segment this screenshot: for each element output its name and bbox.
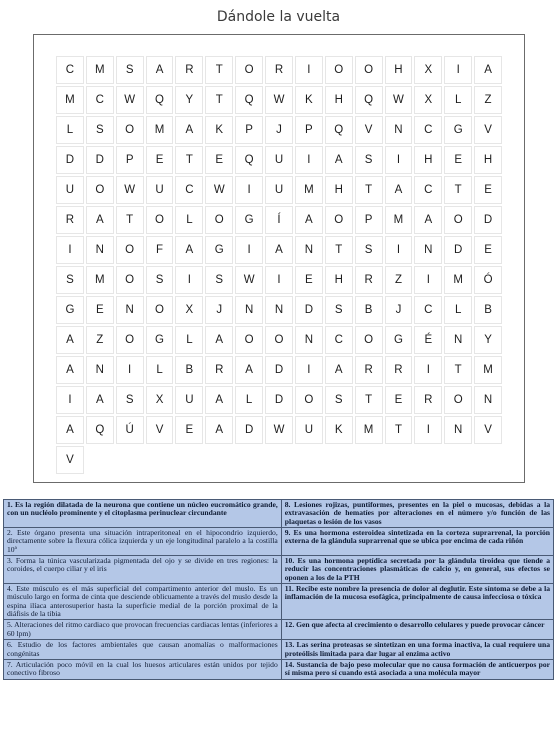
grid-cell[interactable]: R	[205, 356, 233, 384]
grid-cell[interactable]: O	[235, 326, 263, 354]
clue-text: 3. Forma la túnica vascularizada pigmentada del ojo y se divide en tres regiones: la coroides, el cuerpo ciliar y el iris	[4, 556, 282, 584]
grid-cell[interactable]: N	[474, 386, 502, 414]
grid-cell[interactable]: Q	[146, 86, 174, 114]
grid-cell[interactable]: K	[205, 116, 233, 144]
grid-cell[interactable]: I	[56, 386, 84, 414]
grid-cell[interactable]: I	[414, 356, 442, 384]
grid-cell[interactable]: I	[235, 236, 263, 264]
grid-cell[interactable]: E	[146, 146, 174, 174]
clue-text: 8. Lesiones rojizas, puntiformes, presentes en la piel o mucosas, debidas a la extravasación de hematíes por alteraciones en el número y/o función de las plaquetas o lesión de los vasos	[281, 500, 553, 528]
grid-cell[interactable]: N	[295, 236, 323, 264]
grid-cell[interactable]: S	[146, 266, 174, 294]
grid-cell[interactable]: S	[86, 116, 114, 144]
clue-text: 11. Recibe este nombre la presencia de dolor al deglutir. Este síntoma se debe a la inflamación de la mucosa esofágica, principalmente de causa infecciosa o tóxica	[281, 584, 553, 620]
grid-cell[interactable]: E	[444, 146, 472, 174]
grid-cell[interactable]: I	[414, 266, 442, 294]
grid-cell[interactable]: U	[265, 146, 293, 174]
clue-row	[4, 528, 554, 556]
clue-text: 2. Este órgano presenta una situación intraperitoneal en el hipocondrio izquierdo, directamente sobre la flexura cólica izquierda y un eje longitudinal paralelo a la costilla 10ª	[4, 528, 282, 556]
clue-text: 9. Es una hormona esteroidea sintetizada en la corteza suprarrenal, la porción externa de la glándula suprarrenal que se ubica por encima de cada riñón	[281, 528, 553, 556]
grid-cell[interactable]: W	[265, 86, 293, 114]
grid-cell[interactable]: C	[414, 296, 442, 324]
grid-cell[interactable]: N	[86, 236, 114, 264]
grid-cell[interactable]: T	[205, 86, 233, 114]
grid-cell[interactable]: G	[444, 116, 472, 144]
grid-cell[interactable]: W	[205, 176, 233, 204]
grid-cell[interactable]: E	[205, 146, 233, 174]
grid-cell[interactable]: E	[474, 236, 502, 264]
grid-cell[interactable]: V	[474, 116, 502, 144]
clue-text: 1. Es la región dilatada de la neurona que contiene un núcleo eucromático grande, con un nucléolo prominente y el citoplasma perinuclear circundante	[4, 500, 282, 528]
grid-cell[interactable]: V	[474, 416, 502, 444]
grid-cell[interactable]: P	[116, 146, 144, 174]
grid-cell[interactable]: G	[56, 296, 84, 324]
grid-cell[interactable]: M	[474, 356, 502, 384]
grid-cell[interactable]: H	[325, 266, 353, 294]
grid-cell[interactable]: P	[355, 206, 383, 234]
grid-cell[interactable]: L	[175, 206, 203, 234]
grid-cell[interactable]: A	[86, 386, 114, 414]
grid-cell[interactable]: Q	[355, 86, 383, 114]
grid-cell[interactable]: G	[385, 326, 413, 354]
grid-cell[interactable]: D	[86, 146, 114, 174]
grid-cell[interactable]: G	[235, 206, 263, 234]
grid-cell[interactable]: Í	[265, 206, 293, 234]
grid-cell[interactable]: H	[474, 146, 502, 174]
grid-cell[interactable]: O	[444, 206, 472, 234]
grid-cell[interactable]: Q	[325, 116, 353, 144]
grid-cell[interactable]: Z	[474, 86, 502, 114]
grid-cell[interactable]: E	[385, 386, 413, 414]
grid-cell[interactable]: X	[414, 56, 442, 84]
clue-row	[4, 500, 554, 528]
grid-cell[interactable]: U	[265, 176, 293, 204]
grid-cell[interactable]: Ú	[116, 416, 144, 444]
grid-cell[interactable]: C	[414, 116, 442, 144]
grid-cell[interactable]: N	[414, 236, 442, 264]
grid-cell[interactable]: E	[295, 266, 323, 294]
clue-text: 4. Este músculo es el más superficial del compartimento anterior del muslo. Es un músculo largo en forma de cinta que desciende oblicuamente a través del muslo desde la espina ilíaca anterosuperior hasta la superficie medial de la porción proximal de la diáfisis de la tibia	[4, 584, 282, 620]
grid-cell[interactable]: R	[355, 266, 383, 294]
grid-cell[interactable]: D	[295, 296, 323, 324]
grid-cell[interactable]: T	[325, 236, 353, 264]
clue-text: 14. Sustancia de bajo peso molecular que no causa formación de anticuerpos por sí misma pero sí cuando está asociada a una molécula mayor	[281, 659, 553, 679]
grid-cell[interactable]: O	[235, 56, 263, 84]
grid-cell[interactable]: T	[116, 206, 144, 234]
grid-cell[interactable]: O	[116, 326, 144, 354]
grid-cell[interactable]: T	[355, 176, 383, 204]
clue-row	[4, 620, 554, 640]
grid-cell[interactable]: A	[146, 56, 174, 84]
grid-cell[interactable]: T	[175, 146, 203, 174]
grid-cell[interactable]: E	[474, 176, 502, 204]
grid-cell[interactable]: Q	[235, 86, 263, 114]
grid-cell[interactable]: H	[325, 176, 353, 204]
grid-cell[interactable]: M	[385, 206, 413, 234]
grid-cell[interactable]: A	[175, 116, 203, 144]
grid-cell[interactable]: O	[146, 206, 174, 234]
grid-cell[interactable]: B	[355, 296, 383, 324]
grid-cell[interactable]: A	[56, 356, 84, 384]
grid-cell[interactable]: C	[414, 176, 442, 204]
grid-cell[interactable]: M	[355, 416, 383, 444]
grid-cell[interactable]: S	[325, 296, 353, 324]
grid-cell[interactable]: N	[295, 326, 323, 354]
grid-cell[interactable]: I	[295, 56, 323, 84]
grid-cell[interactable]: X	[175, 296, 203, 324]
grid-cell[interactable]: I	[385, 236, 413, 264]
grid-cell[interactable]: R	[385, 356, 413, 384]
grid-cell[interactable]: I	[56, 236, 84, 264]
grid-cell[interactable]: M	[444, 266, 472, 294]
grid-cell[interactable]: W	[235, 266, 263, 294]
grid-cell[interactable]: D	[265, 356, 293, 384]
grid-cell[interactable]: A	[175, 236, 203, 264]
grid-cell[interactable]: L	[444, 296, 472, 324]
puzzle-title: Dándole la vuelta	[216, 9, 341, 25]
grid-cell[interactable]: A	[325, 356, 353, 384]
grid-cell[interactable]: D	[235, 416, 263, 444]
grid-cell[interactable]: Q	[86, 416, 114, 444]
grid-cell[interactable]: S	[205, 266, 233, 294]
grid-cell[interactable]: H	[414, 146, 442, 174]
grid-cell[interactable]: X	[146, 386, 174, 414]
grid-cell[interactable]: A	[265, 236, 293, 264]
clue-text: 6. Estudio de los factores ambientales que causan anomalías o malformaciones congénitas	[4, 640, 282, 660]
grid-cell[interactable]: N	[265, 296, 293, 324]
grid-cell[interactable]: N	[86, 356, 114, 384]
clue-text: 5. Alteraciones del ritmo cardiaco que provocan frecuencias cardiacas lentas (inferiores a 60 lpm)	[4, 620, 282, 640]
grid-cell[interactable]: V	[56, 446, 84, 474]
grid-cell[interactable]: I	[175, 266, 203, 294]
grid-cell[interactable]: I	[385, 146, 413, 174]
grid-cell[interactable]: D	[56, 146, 84, 174]
clue-text: 7. Articulación poco móvil en la cual los huesos articulares están unidos por tejido conectivo fibroso	[4, 659, 282, 679]
grid-cell[interactable]: N	[444, 326, 472, 354]
grid-cell[interactable]: W	[265, 416, 293, 444]
grid-cell[interactable]: L	[235, 386, 263, 414]
grid-cell[interactable]: O	[116, 266, 144, 294]
grid-cell[interactable]: S	[116, 56, 144, 84]
grid-cell[interactable]: M	[295, 176, 323, 204]
grid-cell[interactable]: W	[116, 86, 144, 114]
grid-cell[interactable]: E	[86, 296, 114, 324]
grid-cell[interactable]: U	[175, 386, 203, 414]
grid-cell[interactable]: L	[56, 116, 84, 144]
word-search-grid	[55, 55, 503, 475]
grid-cell[interactable]: O	[116, 236, 144, 264]
grid-cell[interactable]: A	[205, 326, 233, 354]
grid-cell[interactable]: E	[175, 416, 203, 444]
clue-text: 13. Las serina proteasas se sintetizan en una forma inactiva, la cual requiere una proteólisis limitada para dar lugar al enzima activo	[281, 640, 553, 660]
grid-cell[interactable]: N	[116, 296, 144, 324]
grid-cell[interactable]: C	[175, 176, 203, 204]
grid-cell[interactable]: B	[175, 356, 203, 384]
grid-cell[interactable]: I	[414, 416, 442, 444]
grid-cell[interactable]: I	[444, 56, 472, 84]
grid-cell[interactable]: A	[205, 416, 233, 444]
grid-cell[interactable]: K	[295, 86, 323, 114]
grid-cell[interactable]: C	[86, 86, 114, 114]
grid-cell[interactable]: M	[86, 56, 114, 84]
clues-table	[3, 499, 554, 680]
grid-cell[interactable]: I	[235, 176, 263, 204]
clue-text: 10. Es una hormona peptídica secretada por la glándula tiroidea que tiende a reducir las concentraciones plasmáticas de calcio y, en general, sus efectos se oponen a los de la PTH	[281, 556, 553, 584]
grid-cell[interactable]: O	[355, 56, 383, 84]
grid-cell[interactable]: A	[86, 206, 114, 234]
grid-cell[interactable]: O	[295, 386, 323, 414]
grid-cell[interactable]: C	[56, 56, 84, 84]
clue-row	[4, 659, 554, 679]
grid-cell[interactable]: U	[295, 416, 323, 444]
grid-cell[interactable]: F	[146, 236, 174, 264]
grid-cell[interactable]: A	[235, 356, 263, 384]
grid-cell[interactable]: O	[146, 296, 174, 324]
grid-cell[interactable]: J	[205, 296, 233, 324]
grid-cell[interactable]: R	[355, 356, 383, 384]
grid-cell[interactable]: S	[325, 386, 353, 414]
grid-cell[interactable]: R	[414, 386, 442, 414]
grid-cell[interactable]: N	[444, 416, 472, 444]
grid-cell[interactable]: É	[414, 326, 442, 354]
grid-cell[interactable]: C	[325, 326, 353, 354]
grid-cell[interactable]: U	[146, 176, 174, 204]
grid-cell[interactable]: I	[295, 356, 323, 384]
clue-row	[4, 556, 554, 584]
grid-cell[interactable]: A	[56, 416, 84, 444]
grid-cell[interactable]: N	[385, 116, 413, 144]
grid-cell[interactable]: M	[146, 116, 174, 144]
grid-cell[interactable]: D	[474, 206, 502, 234]
grid-cell[interactable]: O	[265, 326, 293, 354]
grid-cell[interactable]: B	[474, 296, 502, 324]
grid-cell[interactable]: S	[56, 266, 84, 294]
grid-cell[interactable]: T	[444, 356, 472, 384]
grid-cell[interactable]: L	[146, 356, 174, 384]
clue-row	[4, 584, 554, 620]
grid-cell[interactable]: O	[325, 56, 353, 84]
grid-cell[interactable]: D	[265, 386, 293, 414]
grid-cell[interactable]: S	[116, 386, 144, 414]
grid-cell[interactable]: V	[146, 416, 174, 444]
grid-cell[interactable]: Y	[175, 86, 203, 114]
grid-cell[interactable]: T	[205, 56, 233, 84]
grid-cell[interactable]: Q	[235, 146, 263, 174]
grid-cell[interactable]: I	[265, 266, 293, 294]
grid-cell[interactable]: L	[444, 86, 472, 114]
grid-cell[interactable]: P	[235, 116, 263, 144]
grid-cell[interactable]: J	[265, 116, 293, 144]
grid-cell[interactable]: T	[385, 416, 413, 444]
grid-cell[interactable]: A	[325, 146, 353, 174]
grid-cell[interactable]: O	[116, 116, 144, 144]
grid-cell[interactable]: A	[414, 206, 442, 234]
grid-cell[interactable]: I	[295, 146, 323, 174]
grid-cell[interactable]: H	[385, 56, 413, 84]
grid-cell[interactable]: Y	[474, 326, 502, 354]
grid-cell[interactable]: N	[235, 296, 263, 324]
grid-cell[interactable]: A	[56, 326, 84, 354]
grid-cell[interactable]: K	[325, 416, 353, 444]
grid-cell[interactable]: U	[56, 176, 84, 204]
grid-cell[interactable]: O	[325, 206, 353, 234]
grid-cell[interactable]: R	[265, 56, 293, 84]
grid-cell[interactable]: D	[444, 236, 472, 264]
grid-cell[interactable]: A	[205, 386, 233, 414]
grid-cell[interactable]: M	[86, 266, 114, 294]
grid-cell[interactable]: T	[444, 176, 472, 204]
grid-cell[interactable]: A	[385, 176, 413, 204]
grid-cell[interactable]: M	[56, 86, 84, 114]
grid-cell[interactable]: A	[474, 56, 502, 84]
grid-cell[interactable]: H	[325, 86, 353, 114]
grid-cell[interactable]: R	[56, 206, 84, 234]
clue-row	[4, 640, 554, 660]
grid-cell[interactable]: A	[295, 206, 323, 234]
grid-cell[interactable]: W	[385, 86, 413, 114]
grid-cell[interactable]: P	[295, 116, 323, 144]
grid-cell[interactable]: L	[175, 326, 203, 354]
grid-cell[interactable]: T	[355, 386, 383, 414]
grid-cell[interactable]: O	[355, 326, 383, 354]
grid-cell[interactable]: R	[175, 56, 203, 84]
grid-cell[interactable]: Z	[385, 266, 413, 294]
grid-cell[interactable]: J	[385, 296, 413, 324]
clue-text: 12. Gen que afecta al crecimiento o desarrollo celulares y puede provocar cáncer	[281, 620, 553, 640]
grid-cell[interactable]: V	[355, 116, 383, 144]
grid-cell[interactable]: W	[116, 176, 144, 204]
grid-cell[interactable]: G	[146, 326, 174, 354]
grid-cell[interactable]: S	[355, 236, 383, 264]
grid-cell[interactable]: O	[205, 206, 233, 234]
grid-cell[interactable]: Ó	[474, 266, 502, 294]
grid-cell[interactable]: X	[414, 86, 442, 114]
grid-cell[interactable]: G	[205, 236, 233, 264]
grid-cell[interactable]: I	[116, 356, 144, 384]
grid-cell[interactable]: S	[355, 146, 383, 174]
grid-cell[interactable]: O	[444, 386, 472, 414]
grid-cell[interactable]: Z	[86, 326, 114, 354]
grid-cell[interactable]: O	[86, 176, 114, 204]
